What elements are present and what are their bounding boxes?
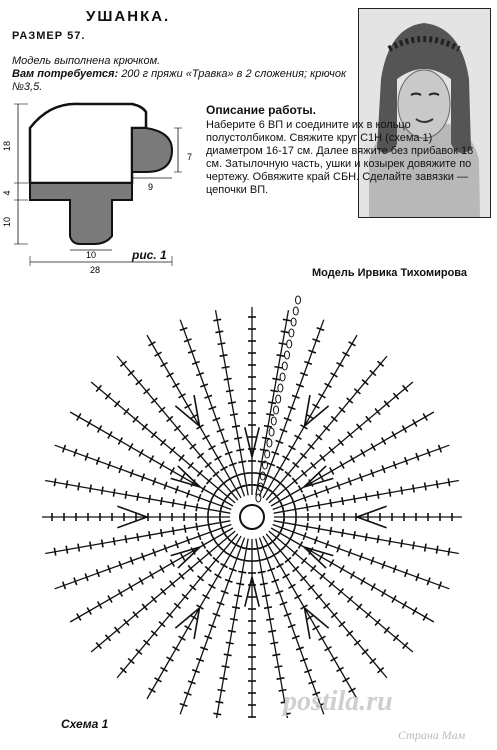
stitch-ray: [213, 539, 250, 718]
schema-caption: Схема 1: [61, 717, 109, 731]
dim-10-vertical: 10: [2, 216, 12, 228]
stitch-ray: [70, 528, 233, 622]
figure-1-caption: рис. 1: [132, 248, 167, 262]
stitch-ray: [45, 519, 230, 556]
materials-text: 200 г пряжи «Травка» в 2 сложения; крючок №3,5.: [12, 68, 347, 93]
dim-28: 28: [90, 265, 101, 275]
dim-10-horizontal: 10: [86, 250, 97, 260]
figure-1-diagram: [0, 95, 200, 275]
intro-block: [12, 55, 357, 94]
stitch-ray: [263, 335, 357, 498]
stitch-ray: [274, 519, 459, 556]
stitch-ray: [42, 506, 230, 528]
description-heading: Описание работы.: [206, 103, 316, 117]
stitch-ray: [70, 412, 233, 506]
stitch-ray: [274, 478, 459, 515]
stitch-ray: [45, 478, 230, 515]
dim-9: 9: [148, 182, 154, 192]
watermark: postila.ru: [283, 686, 393, 717]
intro-line: Модель выполнена крючком.: [12, 55, 161, 67]
stitch-ray: [254, 310, 291, 495]
watermark-secondary: Страна Мам: [398, 728, 466, 742]
materials-label: Вам потребуется:: [12, 68, 119, 80]
description-text: Наберите 6 ВП и соедините их в кольцо полустолбиком. Свяжите круг С1Н (схема 1) диаметром 16-17 см. Далее вяжите без прибавок 18 см. Затылочную часть, ушки и козырек довяжите по чертежу. Обвяжите край СБН. Сделайте завязки — цепочки ВП.: [206, 119, 474, 196]
crochet-chart-diagram: [0, 288, 497, 718]
materials-line: [12, 68, 357, 94]
stitch-ray: [245, 539, 259, 718]
description-block: [206, 104, 486, 197]
dim-4: 4: [2, 190, 12, 196]
dim-18: 18: [2, 140, 12, 152]
starting-ring: [240, 505, 264, 529]
pattern-title: УШАНКА.: [86, 8, 171, 25]
stitch-ray: [147, 536, 241, 699]
stitch-ray: [245, 307, 259, 495]
size-line: РАЗМЕР 57.: [12, 30, 86, 42]
stitch-ray: [271, 412, 434, 506]
stitch-ray: [147, 335, 241, 498]
stitch-ray: [213, 310, 250, 495]
model-credit: Модель Ирвика Тихомирова: [312, 267, 468, 279]
dim-7: 7: [187, 152, 193, 162]
stitch-ray: [271, 528, 434, 622]
stitch-ray: [274, 506, 462, 528]
stitch-ray: [263, 536, 357, 699]
